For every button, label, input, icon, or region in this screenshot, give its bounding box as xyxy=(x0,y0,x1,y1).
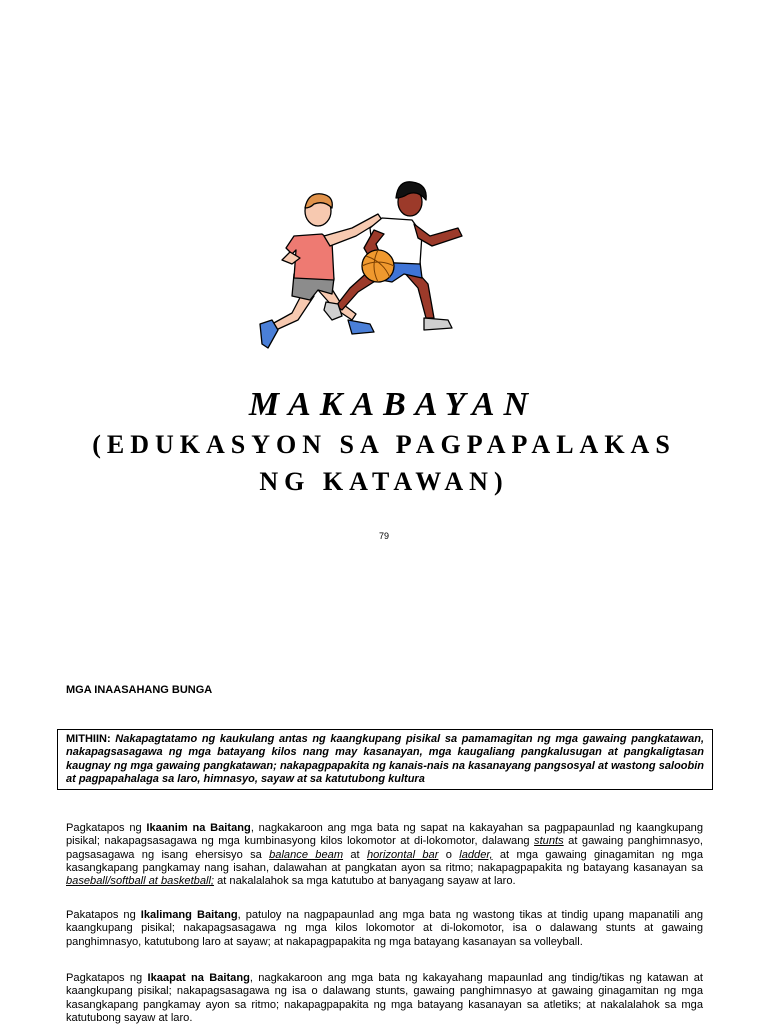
grade-label: Ikaanim na Baitang xyxy=(146,822,251,834)
text-span: Pakatapos ng xyxy=(66,909,141,921)
underlined-term: horizontal bar xyxy=(366,848,439,861)
underlined-term: balance beam xyxy=(269,848,344,861)
grade-label: Ikaapat na Baitang xyxy=(147,972,250,984)
text-span: , patuloy na nagpapaunlad ang mga bata ng wastong tikas at tindig upang mapanatili ang kaangkupang pisikal; nakapagsasagawa ng mga kilos lokomotor at di-lokomotor, isa o dalawang stunts at gawaing panghimnasyo, katutubong laro at sayaw; at nakapagpapakita ng mga batayang kasanayan sa volleyball. xyxy=(66,909,703,948)
underlined-term: baseball/softball at basketball; xyxy=(66,875,215,888)
goal-label: MITHIIN: xyxy=(66,733,111,745)
text-span: , nagkakaroon ang mga bata ng sapat na kakayahan sa pagpapaunlad ng kaangkupang pisikal; nakapagsasagawa ng mga kumbinasyong kilos lokomotor at di-lokomotor, dalawang xyxy=(66,822,703,848)
page-title: MAKABAYAN xyxy=(248,386,538,423)
paragraph-grade-6 xyxy=(66,822,703,888)
underlined-term: ladder, xyxy=(459,848,493,861)
paragraph-grade-4 xyxy=(66,972,703,1025)
text-span: Pagkatapos ng xyxy=(66,972,148,984)
player-right xyxy=(324,182,462,330)
text-span: at xyxy=(343,848,367,861)
text-span: o xyxy=(438,848,460,861)
basketball-players-illustration xyxy=(252,178,482,356)
goal-text: Nakapagtatamo ng kaukulang antas ng kaangkupang pisikal sa pamamagitan ng mga gawaing pangkatawan, nakapagsasagawa ng mga batayang kilos nang may kasanayan, mga kaugaliang pangkalusugan at pangkaligtasan kaugnay ng mga gawaing pangkatawan; nakapagpapakita ng kanais-nais na kasanayang pangsosyal at wastong saloobin at pagpapahalaga sa laro, himnasyo, sayaw at sa katutubong kultura xyxy=(66,733,704,786)
text-span: Pagkatapos ng xyxy=(66,822,147,834)
text-span: at gawaing panghimnasyo, pagsasagawa ng isang ehersisyo sa xyxy=(66,835,703,861)
page-subtitle-line1: (EDUKASYON SA PAGPAPALAKAS xyxy=(92,430,676,459)
goal-box xyxy=(57,729,713,790)
text-span: at nakalalahok sa mga katutubo at banyagang sayaw at laro. xyxy=(214,875,516,888)
text-span: at mga gawaing ginagamitan ng mga kasangkapang pangkamay nang isahan, dalawahan at pangkatan ayon sa ritmo; nakapagpapakita ng batayang kasanayan sa xyxy=(66,848,704,874)
underlined-term: stunts xyxy=(534,835,564,848)
grade-label: Ikalimang Baitang xyxy=(140,909,238,921)
paragraph-grade-5 xyxy=(66,909,703,949)
page-subtitle-line2: NG KATAWAN) xyxy=(259,467,509,496)
text-span: , nagkakaroon ang mga bata ng kakayahang mapaunlad ang tindig/tikas ng katawan at kaangkupang pisikal; nakapagsasagawa ng isa o dalawang stunts, gawaing panghimnasyo at gawaing ginagamitan ng mga kasangkapang pangkamay ayon sa ritmo; nakapagpapakita ng mga batayang kasanayan sa atletiks; at nakalalahok sa mga katutubong sayaw at laro. xyxy=(66,972,703,1024)
basketball-icon xyxy=(362,250,394,282)
section-heading: MGA INAASAHANG BUNGA xyxy=(66,684,213,696)
page-number: 79 xyxy=(378,531,389,541)
